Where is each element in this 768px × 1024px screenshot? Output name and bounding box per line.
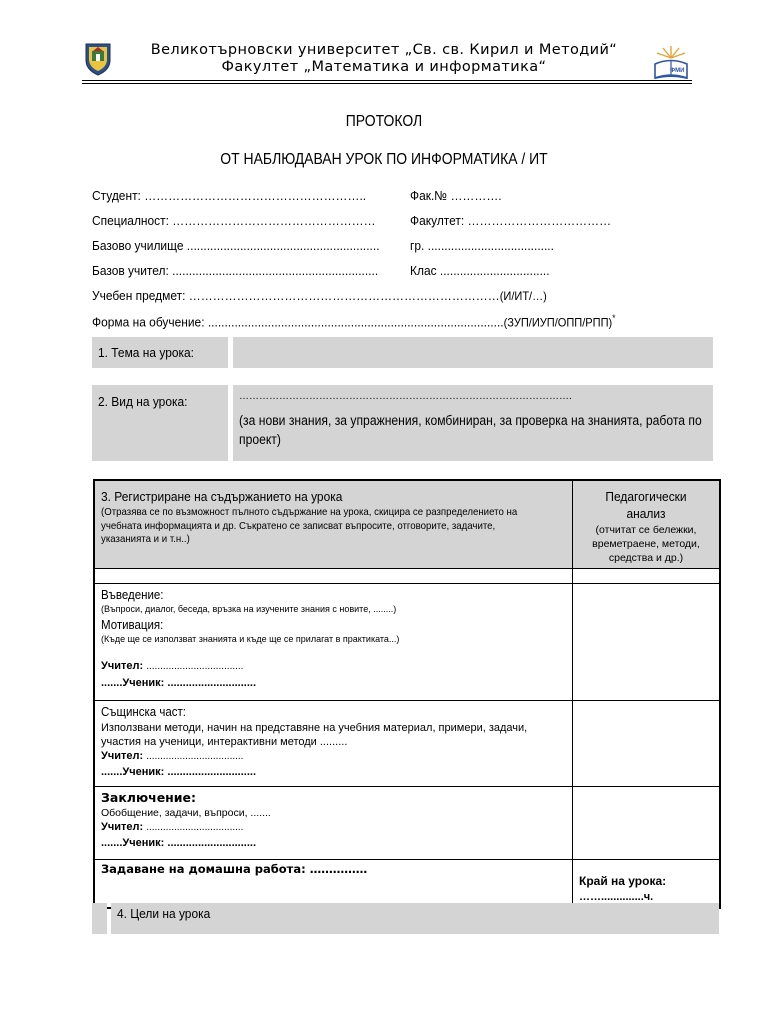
homework-row xyxy=(94,860,720,908)
intro-cell[interactable] xyxy=(94,584,573,701)
end-time-cell[interactable] xyxy=(573,860,721,908)
main-student-line xyxy=(101,765,566,779)
intro-student-prefix: ....... xyxy=(101,676,123,689)
intro-hint: (Въпроси, диалог, беседа, връзка на изучените знания с новите, ........) xyxy=(101,603,397,614)
main-part-title: Същинска част: xyxy=(101,705,186,720)
faculty-field: Факултет: ……………………………… xyxy=(410,213,612,228)
main-part-row xyxy=(94,701,720,787)
group-field: гр. ...................................... xyxy=(410,238,554,253)
conclusion-hint: Обобщение, задачи, въпроси, ....... xyxy=(101,806,271,819)
intro-student-line xyxy=(101,676,566,690)
conclusion-student-dots: ............................. xyxy=(167,837,257,850)
main-teacher-dots: ................................... xyxy=(146,751,244,763)
subject-field xyxy=(92,288,547,303)
subject-suffix: (И/ИТ/…) xyxy=(499,289,547,303)
intro-teacher-label: Учител: xyxy=(101,660,144,673)
form-footnote-mark: * xyxy=(612,313,616,323)
conclusion-analysis-cell[interactable] xyxy=(573,787,721,860)
content-header-title: 3. Регистриране на съдържанието на урока xyxy=(101,489,343,504)
class-field: Клас ................................. xyxy=(410,263,550,278)
form-suffix: (ЗУП/ИУП/ОПП/РПП) xyxy=(503,315,613,330)
conclusion-student-label: Ученик: xyxy=(122,837,165,850)
fak-no-field: Фак.№ …………. xyxy=(410,188,502,203)
intro-analysis-cell[interactable] xyxy=(573,584,721,701)
header-rule-thin xyxy=(82,83,692,84)
type-label-box xyxy=(92,385,228,461)
homework-cell[interactable] xyxy=(94,860,573,908)
main-part-hint: Използвани методи, начин на представяне на учебния материал, примери, задачи, участия на ученици, интерактивни методи ......... xyxy=(101,721,528,748)
conclusion-teacher-label: Учител: xyxy=(101,821,144,834)
faculty-logo-text: ФМИ xyxy=(670,68,685,74)
main-student-label: Ученик: xyxy=(122,766,165,779)
topic-label-box xyxy=(92,337,228,368)
faculty-book-icon xyxy=(651,44,691,84)
type-dots: ………………………………………………………………………………………. xyxy=(239,391,572,402)
end-time-dots: ……..............ч. xyxy=(579,890,654,903)
spacer-row xyxy=(94,569,720,584)
type-label: 2. Вид на урока: xyxy=(98,394,188,409)
conclusion-teacher-line xyxy=(101,820,566,834)
motivation-hint: (Къде ще се използват знанията и къде ще се прилагат в практиката...) xyxy=(101,633,400,644)
conclusion-student-line xyxy=(101,836,566,850)
header-rule xyxy=(82,80,692,81)
spacer-cell-right xyxy=(573,569,721,584)
document-subtitle: ОТ НАБЛЮДАВАН УРОК ПО ИНФОРМАТИКА / ИТ xyxy=(220,151,548,168)
intro-title: Въведение: xyxy=(101,588,164,603)
conclusion-row xyxy=(94,787,720,860)
subject-field-label: Учебен предмет: …………………………………………………………………… xyxy=(92,288,500,303)
main-teacher-line xyxy=(101,749,566,763)
main-part-cell[interactable] xyxy=(94,701,573,787)
intro-teacher-dots: ................................... xyxy=(146,661,244,673)
type-hint: (за нови знания, за упражнения, комбиниран, за проверка на знанията, работа по проект) xyxy=(239,413,702,447)
conclusion-title: Заключение: xyxy=(101,790,197,806)
content-header-cell xyxy=(94,480,573,569)
type-input-box[interactable] xyxy=(233,385,713,461)
conclusion-student-prefix: ....... xyxy=(101,837,123,850)
specialty-field: Специалност: …………………………………………… xyxy=(92,213,376,228)
goals-label: 4. Цели на урока xyxy=(117,906,211,921)
main-student-prefix: ....... xyxy=(101,766,123,779)
analysis-header-title: Педагогически анализ xyxy=(605,489,687,521)
base-school-field: Базово училище .......................................................... xyxy=(92,238,380,253)
intro-teacher-line xyxy=(101,659,566,673)
content-header-hint: (Отразява се по възможност пълното съдържание на урока, скицира се разпределението на учебната информацията и др. Съкратено се записват въпросите, отговорите, задачите, указанията и и т.н..) xyxy=(101,505,518,546)
topic-label: 1. Тема на урока: xyxy=(98,345,194,360)
document-title: ПРОТОКОЛ xyxy=(345,113,423,130)
topic-input-box[interactable] xyxy=(233,337,713,368)
end-time-label: Край на урока: xyxy=(579,874,667,889)
lesson-content-table xyxy=(93,479,721,909)
spacer-cell-left xyxy=(94,569,573,584)
analysis-header-cell xyxy=(573,480,721,569)
intro-row xyxy=(94,584,720,701)
main-teacher-label: Учител: xyxy=(101,750,144,763)
intro-student-dots: ............................. xyxy=(167,676,257,689)
motivation-title: Мотивация: xyxy=(101,618,164,633)
analysis-header-hint: (отчитат се бележки, времетраене, методи, средства и др.) xyxy=(592,523,700,565)
main-student-dots: ............................. xyxy=(167,766,257,779)
goals-marker-box xyxy=(92,903,107,934)
main-part-analysis-cell[interactable] xyxy=(573,701,721,787)
conclusion-cell[interactable] xyxy=(94,787,573,860)
table-header-row xyxy=(94,480,720,569)
form-field xyxy=(92,313,615,329)
intro-student-label: Ученик: xyxy=(122,676,165,689)
base-teacher-field: Базов учител: .............................................................. xyxy=(92,263,379,278)
form-field-label: Форма на обучение: ......................................................................................... xyxy=(92,314,504,330)
conclusion-teacher-dots: ................................... xyxy=(146,822,244,834)
goals-box[interactable] xyxy=(111,903,719,934)
student-field: Студент: ……………………………………………….. xyxy=(92,188,367,203)
homework-label: Задаване на домашна работа: …………… xyxy=(101,862,368,877)
university-name: Великотърновски университет „Св. св. Кирил и Методий“ xyxy=(150,42,618,58)
faculty-name: Факултет „Математика и информатика“ xyxy=(221,59,547,75)
